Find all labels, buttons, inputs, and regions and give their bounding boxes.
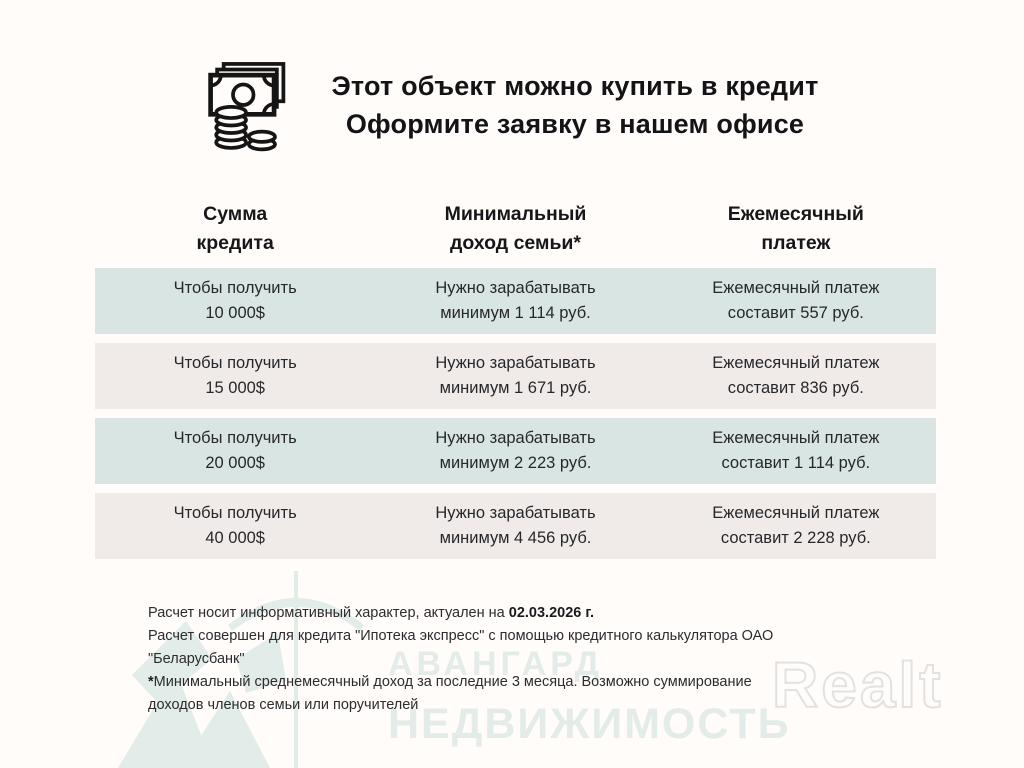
table-row (95, 418, 936, 484)
footer-line-5: доходов членов семьи или поручителей (148, 697, 419, 713)
realt-logo-watermark: Realt (772, 649, 944, 721)
cell-credit-sum: Чтобы получить 40 000$ (173, 504, 297, 547)
cell-monthly-payment: Ежемесячный платеж составит 836 руб. (712, 354, 880, 397)
page-title (331, 67, 818, 143)
table-row (95, 268, 936, 334)
column-header-credit-sum: Сумма кредита (196, 203, 274, 254)
footer-line-1: Расчет носит информативный характер, актуален на 02.03.2026 г. (148, 605, 594, 621)
cell-min-income: Нужно зарабатывать минимум 1 114 руб. (435, 279, 596, 322)
footer-line-4: *Минимальный среднемесячный доход за последние 3 месяца. Возможно суммирование (148, 674, 752, 690)
cell-min-income: Нужно зарабатывать минимум 1 671 руб. (435, 354, 596, 397)
cell-credit-sum: Чтобы получить 20 000$ (173, 429, 297, 472)
column-header-monthly-payment: Ежемесячный платеж (727, 203, 864, 254)
table-row (95, 493, 936, 559)
footer-date: 02.03.2026 г. (508, 605, 594, 621)
brand-watermark-line-2: НЕДВИЖИМОСТЬ (388, 700, 791, 748)
table-header-row (95, 200, 936, 258)
footer-line-2: Расчет совершен для кредита "Ипотека экспресс" с помощью кредитного калькулятора ОАО (148, 628, 774, 644)
brand-watermark-line-1: АВАНГАРД (388, 645, 603, 683)
money-banknotes-coins-icon (205, 58, 289, 152)
title-line-1: Этот объект можно купить в кредит (331, 71, 819, 101)
footer-line-3: "Беларусбанк" (148, 651, 245, 667)
footnote-asterisk: * (148, 674, 154, 690)
credit-table (95, 200, 936, 568)
cell-monthly-payment: Ежемесячный платеж составит 1 114 руб. (712, 429, 880, 472)
header (0, 58, 1024, 152)
cell-min-income: Нужно зарабатывать минимум 2 223 руб. (435, 429, 596, 472)
cell-credit-sum: Чтобы получить 15 000$ (173, 354, 297, 397)
cell-credit-sum: Чтобы получить 10 000$ (173, 279, 297, 322)
column-header-min-income: Минимальный доход семьи* (444, 203, 587, 254)
cell-monthly-payment: Ежемесячный платеж составит 557 руб. (712, 279, 880, 322)
table-row (95, 343, 936, 409)
cell-min-income: Нужно зарабатывать минимум 4 456 руб. (435, 504, 596, 547)
cell-monthly-payment: Ежемесячный платеж составит 2 228 руб. (712, 504, 880, 547)
footer-disclaimer (148, 602, 868, 717)
title-line-2: Оформите заявку в нашем офисе (345, 109, 805, 139)
